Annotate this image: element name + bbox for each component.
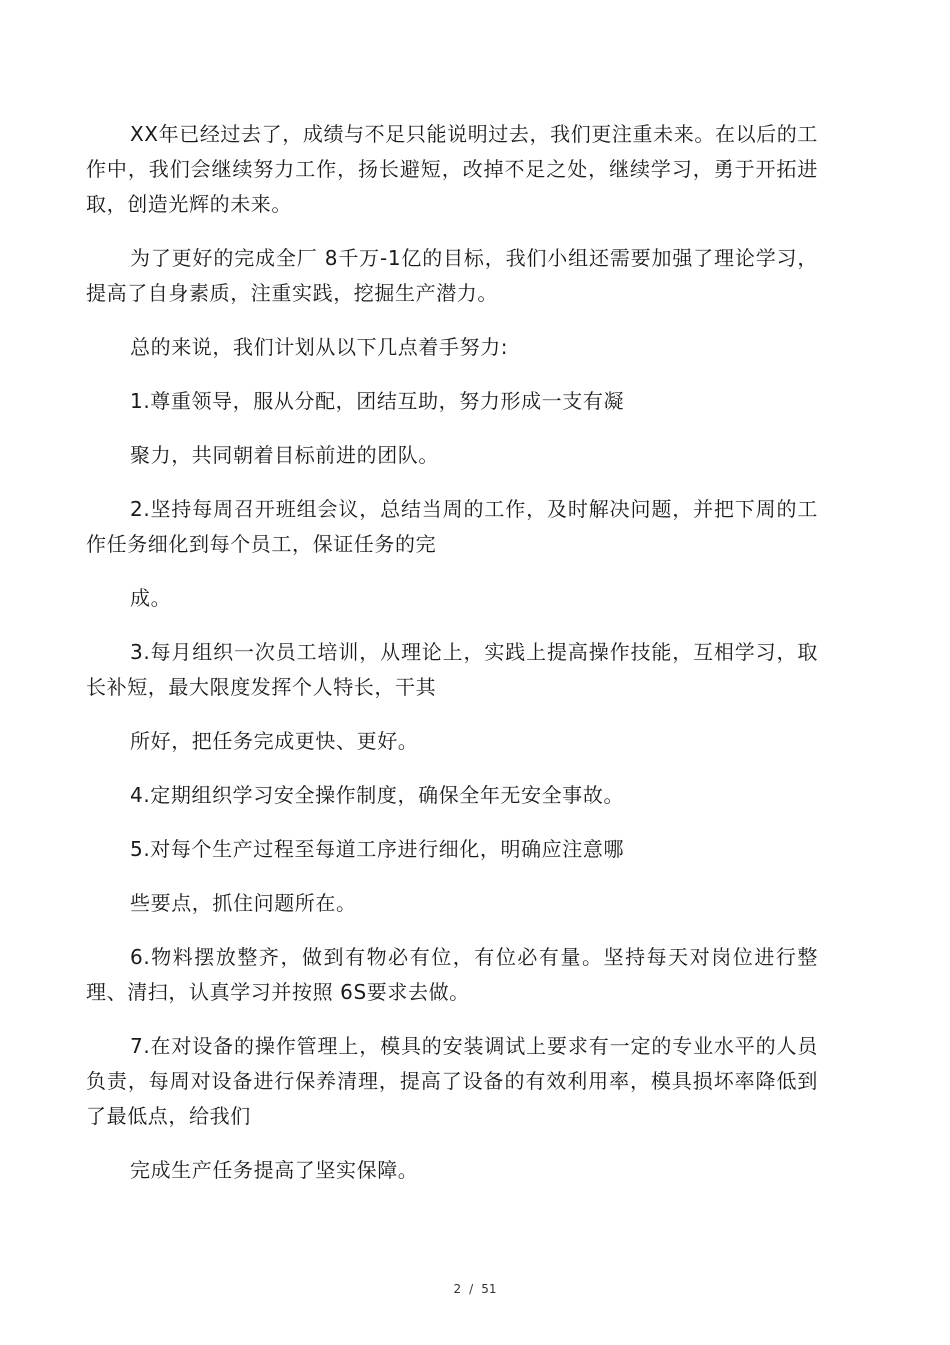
paragraph-item-2-cont: 成。 bbox=[130, 586, 172, 610]
paragraph-item-7: 7.在对设备的操作管理上，模具的安装调试上要求有一定的专业水平的人员负责，每周对设备进行保养清理，提高了设备的有效利用率，模具损坏率降低到了最低点，给我们 bbox=[86, 1034, 818, 1128]
paragraph-item-5-cont: 些要点，抓住问题所在。 bbox=[130, 891, 357, 915]
paragraph-item-7-cont: 完成生产任务提高了坚实保障。 bbox=[130, 1158, 419, 1182]
paragraph-item-1-cont: 聚力，共同朝着目标前进的团队。 bbox=[130, 443, 439, 467]
paragraph-item-2: 2.坚持每周召开班组会议，总结当周的工作，及时解决问题，并把下周的工作任务细化到每个员工，保证任务的完 bbox=[86, 497, 818, 556]
paragraph-plan-intro: 总的来说，我们计划从以下几点着手努力: bbox=[130, 335, 509, 359]
paragraph-item-1: 1.尊重领导，服从分配，团结互助，努力形成一支有凝 bbox=[130, 389, 625, 413]
paragraph-item-5: 5.对每个生产过程至每道工序进行细化，明确应注意哪 bbox=[130, 837, 625, 861]
total-page-count: 51 bbox=[481, 1282, 497, 1296]
page-number bbox=[0, 1282, 950, 1296]
document-body bbox=[86, 117, 818, 1207]
paragraph-item-3-cont: 所好，把任务完成更快、更好。 bbox=[130, 729, 419, 753]
paragraph-item-4: 4.定期组织学习安全操作制度，确保全年无安全事故。 bbox=[130, 783, 625, 807]
current-page-number: 2 bbox=[453, 1282, 462, 1296]
paragraph-item-6: 6.物料摆放整齐，做到有物必有位，有位必有量。坚持每天对岗位进行整理、清扫，认真学习并按照 6S要求去做。 bbox=[86, 945, 818, 1004]
paragraph-goal: 为了更好的完成全厂 8千万-1亿的目标，我们小组还需要加强了理论学习，提高了自身素质，注重实践，挖掘生产潜力。 bbox=[86, 246, 818, 305]
page-separator: / bbox=[469, 1282, 474, 1296]
paragraph-review: XX年已经过去了，成绩与不足只能说明过去，我们更注重未来。在以后的工作中，我们会继续努力工作，扬长避短，改掉不足之处，继续学习，勇于开拓进取，创造光辉的未来。 bbox=[86, 122, 818, 216]
paragraph-item-3: 3.每月组织一次员工培训，从理论上，实践上提高操作技能，互相学习，取长补短，最大限度发挥个人特长，干其 bbox=[86, 640, 818, 699]
